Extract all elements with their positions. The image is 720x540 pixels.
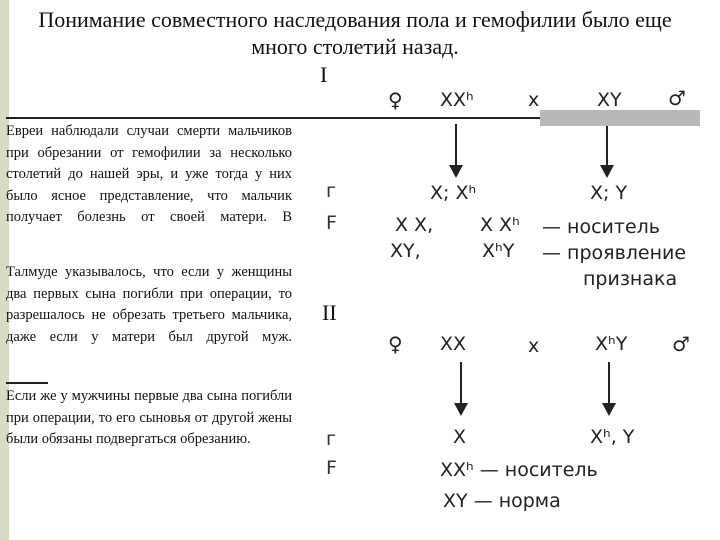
scheme-2-gametes-label: г bbox=[326, 428, 336, 450]
scheme-2-father-genotype: XʰY bbox=[595, 333, 628, 355]
scheme-1-father-arrow bbox=[606, 126, 608, 166]
scheme-1-f-label: F bbox=[326, 212, 337, 234]
scheme-1-f-row2-a: XY, bbox=[390, 240, 421, 262]
paragraph-1: Евреи наблюдали случаи смерти мальчиков при обрезании от гемофилии за несколько столетий до нашей эры, и уже тогда у них было ясное представление, что мальчик получает болезнь от своей матери. В bbox=[6, 123, 292, 225]
paragraph-2: Талмуде указывалось, что если у женщины два первых сына погибли при операции, то разрешалось не обрезать третьего мальчика, даже если у матери был другой муж. bbox=[6, 264, 292, 345]
scheme-2-cross-sign: x bbox=[528, 335, 540, 357]
slide-title: Понимание совместного наследования пола и гемофилии было еще много столетий назад. bbox=[38, 7, 672, 59]
paragraph-3: Если же у мужчины первые два сына погибли при операции, то его сыновья от другой жены были обязаны подвергаться обрезанию. bbox=[6, 388, 292, 447]
scheme-2-f-row1: XXʰ — носитель bbox=[440, 459, 598, 481]
male-symbol: ♂ bbox=[668, 86, 686, 110]
scheme-1-f-row2-b: XʰY bbox=[482, 240, 515, 262]
scheme-1-cross-sign: x bbox=[528, 89, 540, 111]
scheme-2-numeral: II bbox=[322, 300, 337, 325]
scheme-1-mother-genotype: XXʰ bbox=[440, 89, 474, 111]
scheme-2-f-row2: XY — норма bbox=[443, 490, 561, 512]
scheme-2-gametes-father: Xʰ, Y bbox=[590, 426, 635, 448]
scheme-2-f-label: F bbox=[326, 457, 337, 479]
scheme-2-mother-arrow bbox=[460, 362, 462, 404]
scheme-2-father-arrow bbox=[608, 362, 610, 404]
scheme-1-f-row2-note2: признака bbox=[583, 268, 678, 290]
scheme-1-gametes-mother: X; Xʰ bbox=[430, 182, 477, 204]
paragraph-divider bbox=[6, 382, 48, 384]
male-symbol-2: ♂ bbox=[672, 332, 690, 356]
female-symbol: ♀ bbox=[388, 88, 403, 112]
scheme-1-f-row1-b: X Xʰ bbox=[480, 214, 520, 236]
scheme-1-f-row1-note: — носитель bbox=[542, 216, 660, 238]
scheme-1-mother-arrow bbox=[455, 124, 457, 166]
scheme-2-gametes-mother: X bbox=[453, 426, 467, 448]
divider-accent bbox=[540, 110, 700, 126]
scheme-1-f-row2-note: — проявление bbox=[542, 242, 687, 264]
scheme-1-gametes-label: г bbox=[326, 180, 336, 202]
scheme-1-father-genotype: XY bbox=[597, 89, 622, 111]
scheme-1-f-row1-a: X X, bbox=[395, 214, 434, 236]
scheme-1-numeral: I bbox=[320, 62, 328, 87]
scheme-2-mother-genotype: XX bbox=[440, 333, 467, 355]
female-symbol-2: ♀ bbox=[388, 332, 403, 356]
scheme-1-gametes-father: X; Y bbox=[590, 182, 628, 204]
